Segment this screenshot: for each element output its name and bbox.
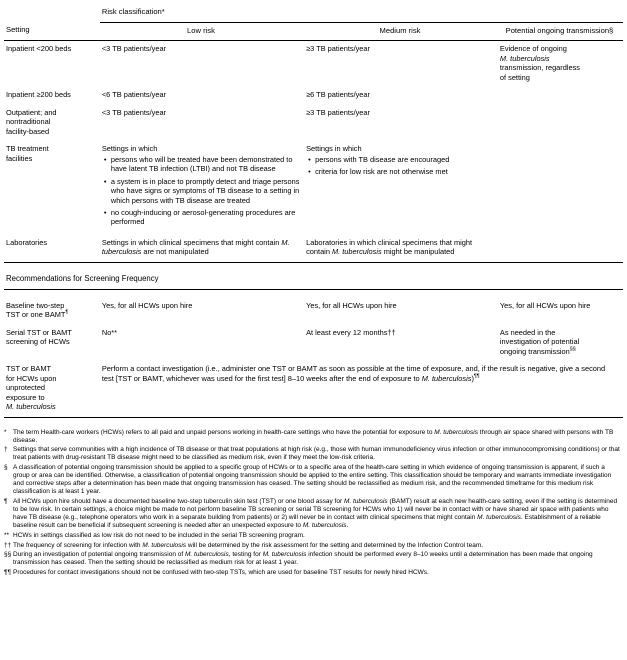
cell-medium-inpatient-ge200: ≥6 TB patients/year (306, 90, 370, 100)
footnote (4, 429, 621, 445)
footnote (4, 569, 621, 577)
table-group-header-row (4, 4, 623, 22)
cell-potential-baseline-tst: Yes, for all HCWs upon hire (499, 300, 591, 310)
column-header-medium-risk: Medium risk (304, 22, 498, 41)
row-setting-outpatient: Outpatient; and nontraditional facility-based (6, 107, 57, 136)
cell-potential-inpatient-ge200 (498, 87, 623, 104)
list-item: • a system is in place to promptly detect and triage persons who have signs or symptoms of TB disease to a setting in which persons with TB disease are treated (111, 177, 300, 205)
row-setting-serial-tst: Serial TST or BAMT screening of HCWs (6, 327, 72, 347)
footnote-marker: ¶¶ (4, 569, 11, 577)
footnote-text: HCWs in settings classified as low risk do not need to be included in the serial TB screening program. (13, 532, 305, 540)
footnote (4, 446, 621, 462)
row-setting-inpatient-lt200: Inpatient <200 beds (6, 44, 72, 54)
cell-low-inpatient-lt200: <3 TB patients/year (101, 44, 167, 54)
cell-medium-outpatient: ≥3 TB patients/year (306, 107, 370, 117)
footnotes (4, 429, 621, 578)
table-row (4, 41, 623, 87)
list-item: • no cough-inducing or aerosol-generating procedures are performed (111, 208, 300, 227)
footnote-text: All HCWs upon hire should have a documented baseline two-step tuberculin skin test (TST) or one blood assay for M. tuberculosis (BAMT) result at each new health-care setting, even if the setting is determined to be low risk. In certain settings, a choice might be made to not perform baseline TB screening or serial TB screening for HCWs who 1) will never be in contact with or have shared air space with patients who have TB disease (e.g., telephone operators who work in a separate building from patients) or 2) will never be in contact with clinical specimens that might contain M. tuberculosis. Establishment of a reliable baseline result can be beneficial if subsequent screening is needed after an unexpected exposure to M. tuberculosis. (13, 498, 618, 530)
footnote-marker: † (4, 446, 8, 454)
footnote-marker: ¶ (4, 498, 8, 506)
cell-low-baseline-tst: Yes, for all HCWs upon hire (101, 300, 193, 310)
table-row (4, 298, 623, 325)
row-setting-unprotected-exposure: TST or BAMT for HCWs upon unprotected exposure to M. tuberculosis (6, 364, 57, 412)
list-item: • criteria for low risk are not otherwise met (315, 167, 494, 176)
footnote-text: Procedures for contact investigations should not be confused with two-step TSTs, which are used for baseline TST results for newly hired HCWs. (13, 569, 429, 577)
cell-potential-laboratories (498, 235, 623, 262)
footnote (4, 532, 621, 540)
table-row (4, 105, 623, 141)
footnote-marker: §§ (4, 551, 12, 559)
document-page (0, 4, 627, 660)
footnote-text: A classification of potential ongoing transmission should be applied to a specific group of HCWs or to a specific area of the health-care setting in which evidence of ongoing transmission is apparent, if such a group or area can be identified. Otherwise, a classification of potential ongoing transmission should be applied to the entire setting. This classification should be temporary and warrants immediate investigation and corrective steps after a determination has been made that ongoing transmission has ceased. The setting should be reclassified as medium risk, and the recommended timeframe for this medium risk classification is at least 1 year. (13, 464, 612, 496)
cell-low-serial-tst: No** (101, 327, 118, 337)
cell-low-outpatient: <3 TB patients/year (101, 107, 167, 117)
footnote-marker: § (4, 464, 8, 472)
footnote (4, 464, 621, 497)
cell-medium-tb-treatment: Settings in which • persons with TB disease are encouraged • criteria for low risk are not otherwise met (304, 141, 498, 235)
row-setting-inpatient-ge200: Inpatient ≥200 beds (6, 90, 71, 100)
table-row (4, 361, 623, 417)
section-header-row (4, 271, 623, 289)
column-header-setting: Setting (4, 22, 100, 41)
table-column-header-row (4, 22, 623, 41)
cell-potential-serial-tst: As needed in the investigation of potential ongoing transmission§§ (499, 327, 580, 356)
cell-low-tb-treatment: Settings in which • persons who will be treated have been demonstrated to have latent TB infection (LTBI) and not TB disease • a system is in place to promptly detect and triage persons who have signs or symptoms of TB disease to a setting in which persons with TB disease are treated • no cough-inducing or aerosol-generating procedures are performed (100, 141, 304, 235)
cell-potential-inpatient-lt200: Evidence of ongoing M. tuberculosis transmission, regardless of setting (499, 44, 581, 82)
cell-medium-baseline-tst: Yes, for all HCWs upon hire (306, 300, 397, 310)
footnote-marker: ** (4, 532, 10, 540)
risk-classification-table (4, 4, 623, 426)
cell-potential-tb-treatment (498, 141, 623, 235)
cell-potential-outpatient (498, 105, 623, 141)
cell-medium-serial-tst: At least every 12 months†† (306, 327, 396, 337)
footnote-text: During an investigation of potential ongoing transmission of M. tuberculosis, testing for M. tuberculosis infection should be performed every 8–10 weeks until a determination has been made that ongoing transmission has ceased. Then the setting should be reclassified as medium risk for at least 1 year. (13, 551, 593, 567)
table-row (4, 325, 623, 361)
cell-low-laboratories: Settings in which clinical specimens that might contain M. tuberculosis are not manipulated (101, 237, 290, 257)
section-divider (4, 262, 623, 271)
table-row (4, 87, 623, 104)
table-row (4, 141, 623, 235)
footnote-marker: †† (4, 541, 12, 549)
list-item: • persons who will be treated have been demonstrated to have latent TB infection (LTBI) and not TB disease (111, 155, 300, 174)
section-header-screening-frequency: Recommendations for Screening Frequency (6, 273, 159, 283)
list-item: • persons with TB disease are encouraged (315, 155, 494, 164)
table-row (4, 235, 623, 262)
row-setting-tb-treatment: TB treatment facilities (6, 144, 49, 163)
footnote (4, 542, 621, 550)
group-header-risk-classification: Risk classification* (100, 4, 623, 22)
column-header-low-risk: Low risk (100, 22, 304, 41)
cell-span-unprotected-exposure: Perform a contact investigation (i.e., administer one TST or BAMT as soon as possible at the time of exposure, and, if the result is negative, give a second test [TST or BAMT, whichever was used for the first test] 8–10 weeks after the end of exposure to M. tuberculosis)¶¶ (101, 364, 606, 383)
footnote-text: The frequency of screening for infection with M. tuberculosis will be determined by the risk assessment for the setting and determined by the Infection Control team. (13, 541, 484, 549)
cell-low-inpatient-ge200: <6 TB patients/year (101, 90, 167, 100)
footnote (4, 498, 621, 531)
footnote-text: Settings that serve communities with a high incidence of TB disease or that treat populations at high risk (e.g., those with human immunodeficiency virus infection or other immunocompromising conditions) or that treat patients with drug-resistant TB disease might need to be classified as medium risk, even if they meet the low-risk criteria. (13, 446, 620, 462)
section-divider-2 (4, 289, 623, 298)
cell-medium-inpatient-lt200: ≥3 TB patients/year (306, 44, 370, 54)
row-setting-baseline-tst: Baseline two-step TST or one BAMT¶ (6, 300, 69, 320)
footnote-text: The term Health-care workers (HCWs) refers to all paid and unpaid persons working in health-care settings who have the potential for exposure to M. tuberculosis through air space shared with persons with TB disease. (13, 428, 614, 444)
column-header-potential-transmission: Potential ongoing transmission§ (498, 22, 623, 41)
cell-medium-laboratories: Laboratories in which clinical specimens that might contain M. tuberculosis might be manipulated (306, 237, 473, 257)
row-setting-laboratories: Laboratories (6, 237, 48, 247)
table-bottom-rule (4, 417, 623, 426)
footnote-marker: * (4, 428, 7, 436)
footnote (4, 551, 621, 567)
